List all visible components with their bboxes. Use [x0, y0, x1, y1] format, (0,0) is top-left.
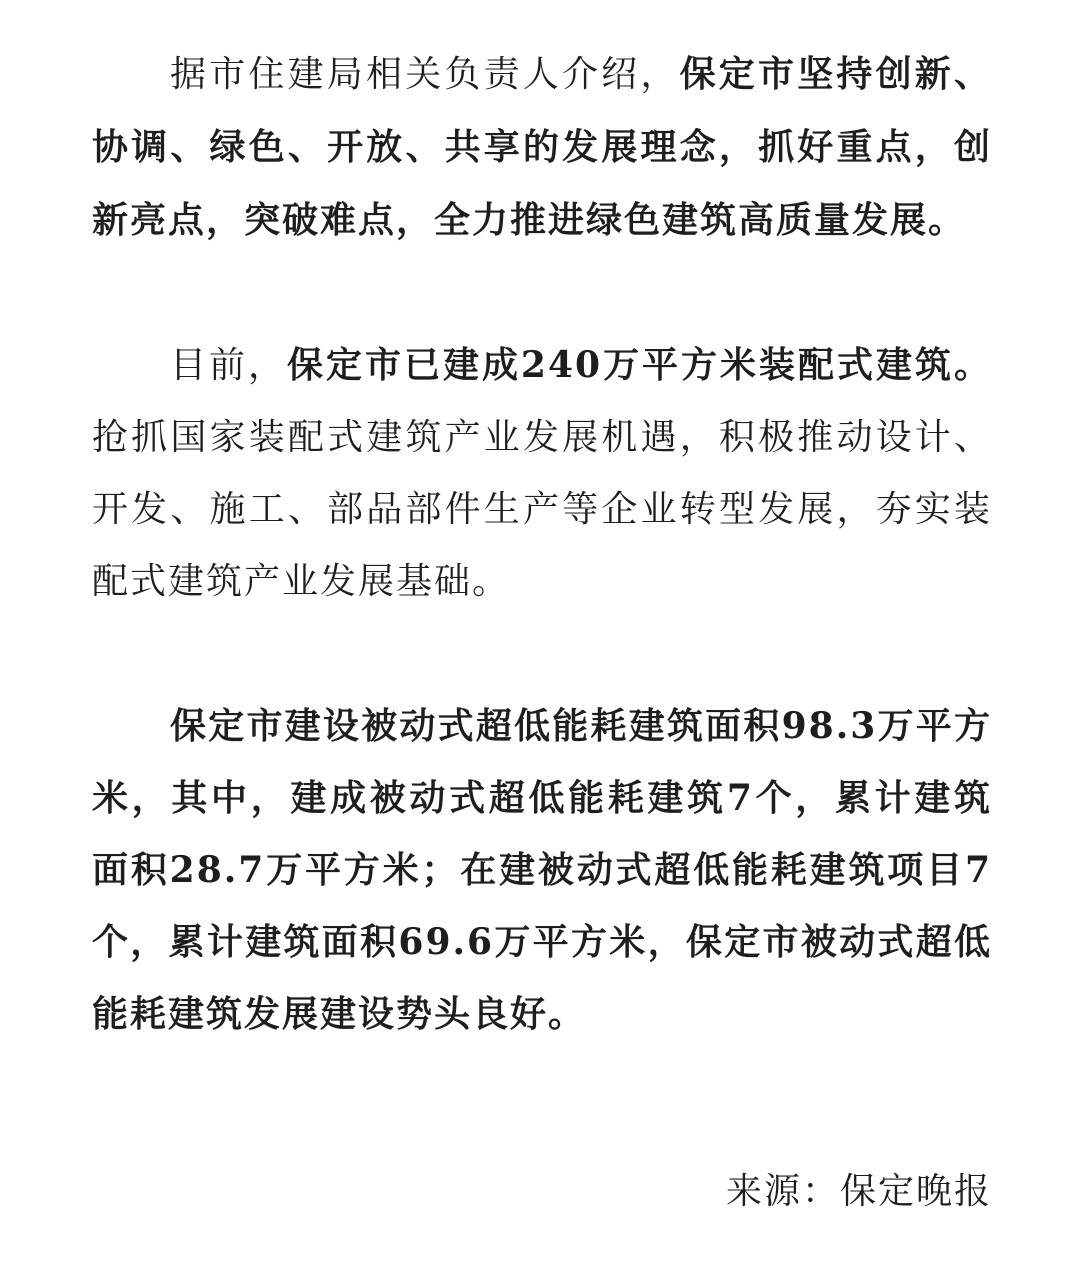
paragraph-1-bold: 保定市坚持创新、协调、绿色、开放、共享的发展理念，抓好重点，创新亮点，突破难点，全力推进绿色建筑高质量发展。 [92, 53, 992, 241]
paragraph-2-rest: 抢抓国家装配式建筑产业发展机遇，积极推动设计、开发、施工、部品部件生产等企业转型发展，夯实装配式建筑产业发展基础。 [92, 417, 992, 602]
paragraph-1 [92, 38, 992, 257]
source-credit: 来源：保定晚报 [725, 1171, 992, 1212]
paragraph-2 [92, 329, 992, 618]
article-body [92, 38, 992, 1050]
paragraph-3 [92, 690, 992, 1050]
paragraph-1-lead: 据市住建局相关负责人介绍， [170, 54, 680, 95]
paragraph-2-lead: 目前， [170, 345, 287, 386]
paragraph-3-bold: 保定市建设被动式超低能耗建筑面积98.3万平方米，其中，建成被动式超低能耗建筑7个，累计建筑面积28.7万平方米；在建被动式超低能耗建筑项目7个，累计建筑面积69.6万平方米，保定市被动式超低能耗建筑发展建设势头良好。 [92, 705, 992, 1035]
paragraph-2-bold: 保定市已建成240万平方米装配式建筑。 [286, 344, 992, 386]
